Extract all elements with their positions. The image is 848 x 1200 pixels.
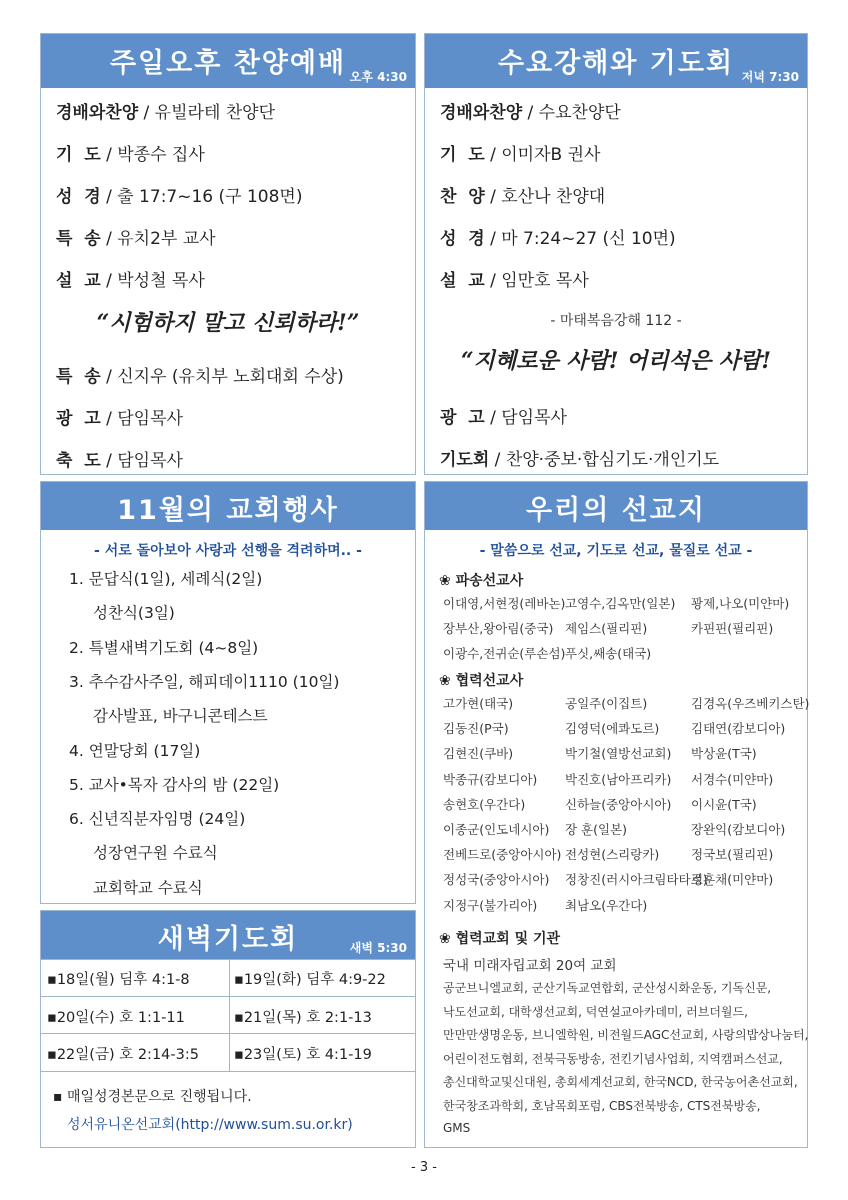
dawn-schedule-cell: ▪20일(수) 호 1:1-11 — [47, 1009, 185, 1026]
missionary-name: 박진호(남아프리카) — [565, 771, 672, 787]
event-line: 6. 신년직분자임명 (24일) — [69, 810, 246, 829]
wednesday-row — [440, 140, 600, 165]
events-title: 11월의 교회행사 — [117, 495, 339, 526]
dawn-schedule-cell: ▪23일(토) 호 4:1-19 — [234, 1047, 372, 1063]
event-line: 감사발표, 바구니콘테스트 — [93, 707, 268, 726]
missionary-name: 지정구(불가리아) — [443, 897, 538, 913]
dawn-schedule-cell: ▪18일(월) 딤후 4:1-8 — [47, 972, 190, 988]
partner-org-line: 어린이전도협회, 전북극동방송, 전킨기념사업회, 지역캠퍼스선교, — [443, 1051, 783, 1066]
wednesday-row — [440, 445, 719, 470]
events-box — [40, 481, 416, 904]
sunday-label: 축 도 — [56, 451, 101, 471]
wednesday-value: 수요찬양단 — [538, 103, 621, 123]
dawn-note: ▪ 매일성경본문으로 진행됩니다. — [53, 1089, 252, 1105]
dawn-link[interactable]: 성서유니온선교회(http://www.sum.su.or.kr) — [67, 1117, 353, 1133]
missionary-name: 박상윤(T국) — [691, 746, 757, 762]
missionary-name: 정훈채(미얀마) — [691, 872, 774, 888]
sunday-value: 유빌라테 찬양단 — [154, 103, 276, 123]
dawn-prayer-title: 새벽기도회 — [157, 924, 299, 955]
event-line: 3. 추수감사주일, 해피데이1110 (10일) — [69, 672, 340, 691]
sunday-label: 기 도 — [56, 145, 101, 165]
missionary-name: 고영수,김옥만(일본) — [565, 596, 676, 611]
missionary-name: 김영덕(에콰도르) — [565, 721, 660, 737]
separator: / — [100, 271, 118, 291]
sunday-label: 경배와찬양 — [56, 103, 139, 123]
separator: / — [100, 187, 118, 207]
sunday-label: 광 고 — [56, 409, 101, 429]
event-line: 교회학교 수료식 — [93, 878, 203, 897]
sunday-row — [56, 362, 344, 387]
domestic-churches: 국내 미래자립교회 20여 교회 — [443, 958, 617, 974]
missionary-name: 이광수,전귀순(루손섬) — [443, 646, 566, 661]
event-line: 성찬식(3일) — [93, 604, 175, 623]
wednesday-row — [440, 182, 605, 207]
separator: / — [100, 229, 118, 249]
wednesday-value: 이미자B 권사 — [501, 145, 601, 165]
sunday-value: 신지우 (유치부 노회대회 수상) — [117, 367, 344, 387]
dawn-grid-line — [41, 1033, 415, 1034]
separator: / — [484, 229, 502, 249]
wednesday-value: 마 7:24~27 (신 10면) — [501, 229, 676, 249]
sunday-sermon-title: “시험하지 말고 신뢰하라!” — [96, 310, 360, 336]
sunday-value: 박성철 목사 — [117, 271, 205, 291]
sunday-row — [56, 266, 205, 291]
dawn-schedule-cell: ▪22일(금) 호 2:14-3:5 — [47, 1047, 199, 1063]
separator: / — [484, 271, 502, 291]
partner-org-line: 낙도선교회, 대학생선교회, 덕연설교아카데미, 러브더월드, — [443, 1004, 748, 1019]
partner-org-line: GMS — [443, 1120, 471, 1135]
events-subtitle: - 서로 돌아보아 사랑과 선행을 격려하며.. - — [94, 543, 362, 559]
partner-org-line: 만만만생명운동, 브니엘학원, 비전월드AGC선교회, 사랑의밥상나눔터, — [443, 1028, 809, 1043]
event-line: 5. 교사•목자 감사의 밤 (22일) — [69, 775, 280, 794]
sunday-value: 박종수 집사 — [117, 145, 205, 165]
separator: / — [484, 187, 502, 207]
separator: / — [484, 145, 502, 165]
wednesday-row — [440, 98, 621, 123]
missionary-name: 신하늘(중앙아시아) — [565, 796, 672, 812]
wednesday-value: 찬양·중보·합심기도·개인기도 — [505, 450, 720, 470]
missionary-name: 카핀핀(필리핀) — [691, 621, 774, 636]
wednesday-label: 찬 양 — [440, 187, 485, 207]
wednesday-label: 경배와찬양 — [440, 103, 523, 123]
event-line: 성장연구원 수료식 — [93, 844, 218, 863]
missionary-name: 송현호(우간다) — [443, 796, 526, 812]
missionary-name: 박기철(열방선교회) — [565, 746, 672, 762]
missionary-name: 이종군(인도네시아) — [443, 822, 550, 837]
missionary-name: 장부산,왕아림(중국) — [443, 621, 554, 636]
sunday-label: 설 교 — [56, 271, 101, 291]
wednesday-service-time: 저녁 7:30 — [741, 70, 799, 84]
sunday-service-time: 오후 4:30 — [349, 70, 407, 84]
sunday-row — [56, 446, 183, 471]
sunday-label: 특 송 — [56, 367, 101, 387]
wednesday-label: 광 고 — [440, 408, 485, 428]
dawn-schedule-cell: ▪21일(목) 호 2:1-13 — [234, 1009, 372, 1026]
partner-org-line: 총신대학교및신대원, 총회세계선교회, 한국NCD, 한국농어촌선교회, — [443, 1075, 798, 1090]
sunday-label: 특 송 — [56, 229, 101, 249]
partner-orgs-heading: ❀ 협력교회 및 기관 — [439, 931, 561, 947]
missionary-name: 박종규(캄보디아) — [443, 771, 538, 787]
wednesday-row — [440, 266, 589, 291]
wednesday-sermon-title: “지혜로운 사람! 어리석은 사람! — [461, 348, 771, 374]
event-line: 1. 문답식(1일), 세례식(2일) — [69, 570, 263, 588]
missions-box — [424, 481, 808, 1148]
sunday-service-title: 주일오후 찬양예배 — [109, 48, 347, 79]
wednesday-series: - 마태복음강해 112 - — [550, 313, 682, 329]
separator: / — [100, 409, 118, 429]
missionary-name: 제임스(필리핀) — [565, 621, 648, 636]
sunday-row — [56, 224, 216, 249]
separator: / — [484, 408, 502, 428]
missions-title: 우리의 선교지 — [526, 495, 706, 526]
wednesday-service-title: 수요강해와 기도회 — [497, 48, 735, 79]
missionary-name: 장 훈(일본) — [565, 822, 628, 837]
missionary-name: 최남오(우간다) — [565, 897, 648, 913]
sunday-row — [56, 140, 205, 165]
event-line: 2. 특별새벽기도회 (4~8일) — [69, 638, 259, 657]
sunday-row — [56, 98, 275, 123]
missionary-name: 전성현(스리랑카) — [565, 847, 660, 863]
missionary-name: 정국보(필리핀) — [691, 847, 774, 863]
separator: / — [100, 451, 118, 471]
wednesday-label: 기도회 — [440, 450, 490, 470]
separator: / — [100, 367, 118, 387]
separator: / — [100, 145, 118, 165]
missions-subtitle: - 말씀으로 선교, 기도로 선교, 물질로 선교 - — [479, 543, 753, 559]
missionary-name: 장완익(캄보디아) — [691, 822, 786, 837]
sunday-service-header — [41, 34, 415, 88]
dawn-schedule-cell: ▪19일(화) 딤후 4:9-22 — [234, 972, 386, 988]
dawn-grid-line — [229, 959, 230, 1071]
wednesday-value: 호산나 찬양대 — [501, 187, 606, 207]
missionary-name: 푸싯,쌔송(태국) — [565, 646, 652, 661]
wednesday-label: 성 경 — [440, 229, 485, 249]
dawn-grid-line — [41, 959, 415, 960]
page-number: - 3 - — [411, 1160, 437, 1175]
sunday-value: 담임목사 — [117, 409, 183, 429]
wednesday-value: 임만호 목사 — [501, 271, 589, 291]
wednesday-row — [440, 403, 567, 428]
wednesday-service-header — [425, 34, 807, 88]
separator: / — [522, 103, 539, 123]
wednesday-service-box — [424, 33, 808, 475]
wednesday-label: 기 도 — [440, 145, 485, 165]
missionary-name: 김경옥(우즈베키스탄) — [691, 696, 810, 711]
missions-header — [425, 482, 807, 530]
event-line: 4. 연말당회 (17일) — [69, 741, 201, 760]
dawn-grid-line — [41, 1071, 415, 1072]
missionary-name: 정창진(러시아크림타타르) — [565, 872, 708, 888]
missionary-name: 김동진(P국) — [443, 721, 509, 737]
missionary-name: 공일주(이집트) — [565, 696, 648, 711]
separator: / — [138, 103, 155, 123]
partner-missionaries-heading: ❀ 협력선교사 — [439, 673, 524, 689]
dawn-prayer-box — [40, 910, 416, 1148]
sunday-service-box — [40, 33, 416, 475]
events-header — [41, 482, 415, 530]
sunday-row — [56, 182, 302, 207]
missionary-name: 이시윤(T국) — [691, 796, 757, 812]
sunday-value: 유치2부 교사 — [117, 229, 216, 249]
wednesday-label: 설 교 — [440, 271, 485, 291]
dawn-prayer-header — [41, 911, 415, 959]
sunday-label: 성 경 — [56, 187, 101, 207]
sunday-value: 출 17:7~16 (구 108면) — [117, 187, 303, 207]
missionary-name: 서경수(미얀마) — [691, 771, 774, 787]
partner-org-line: 공군브니엘교회, 군산기독교연합회, 군산성시화운동, 기독신문, — [443, 981, 772, 995]
wednesday-row — [440, 224, 676, 249]
dawn-prayer-time: 새벽 5:30 — [349, 941, 407, 955]
missionary-name: 정성국(중앙아시아) — [443, 872, 550, 888]
sent-missionaries-heading: ❀ 파송선교사 — [439, 573, 524, 589]
partner-org-line: 한국창조과학회, 호남목회포럼, CBS전북방송, CTS전북방송, — [443, 1099, 761, 1113]
missionary-name: 이대영,서현정(레바논) — [443, 596, 566, 611]
separator: / — [489, 450, 506, 470]
missionary-name: 김현진(쿠바) — [443, 746, 514, 762]
wednesday-value: 담임목사 — [501, 408, 567, 428]
missionary-name: 꽝제,나오(미얀마) — [691, 596, 790, 611]
sunday-value: 담임목사 — [117, 451, 183, 471]
dawn-grid-line — [41, 996, 415, 997]
sunday-row — [56, 404, 183, 429]
missionary-name: 전베드로(중앙아시아) — [443, 847, 562, 863]
missionary-name: 고가현(태국) — [443, 696, 514, 711]
missionary-name: 김태연(캄보디아) — [691, 721, 786, 737]
